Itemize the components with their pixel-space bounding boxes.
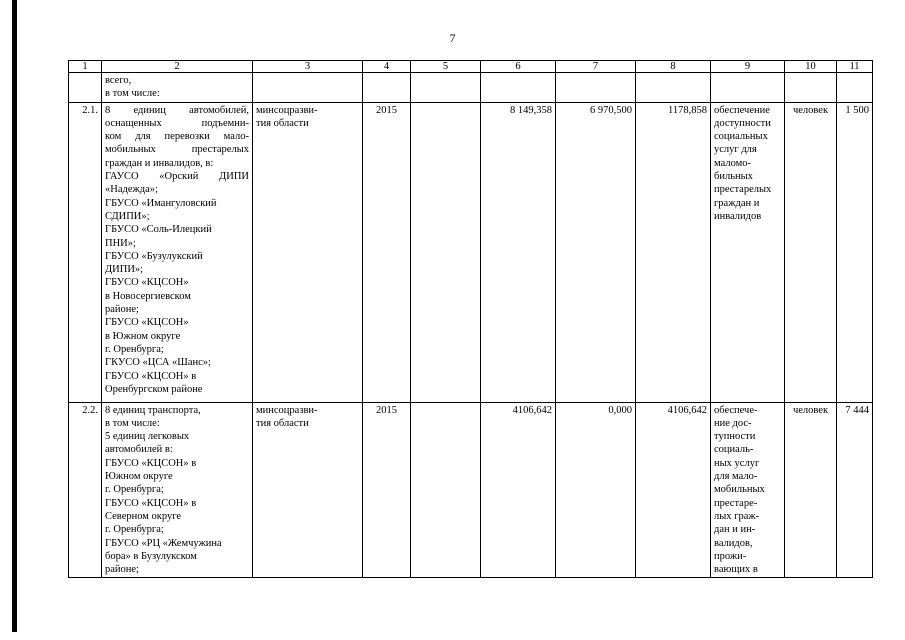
- item-description: [102, 102, 253, 402]
- executor: [253, 402, 363, 578]
- col5-cell: [411, 102, 481, 402]
- description-line: ГБУСО «КЦСОН»: [105, 277, 189, 289]
- goal-line: бильных: [714, 171, 753, 183]
- goal-line: дан и ин-: [714, 524, 756, 536]
- description-line: бора» в Бузулукском: [105, 550, 197, 562]
- description-line: Южном округе: [105, 471, 173, 483]
- unit-cell: человек: [785, 402, 837, 578]
- goal-line: тупности: [714, 431, 756, 443]
- column-header: 6: [481, 61, 556, 73]
- description-line: граждан и инвалидов, в:: [105, 157, 214, 169]
- description-line: в том числе:: [105, 88, 160, 100]
- year-cell: 2015: [363, 402, 411, 578]
- description-line: «Надежда»;: [105, 184, 158, 196]
- description-line: ГБУСО «КЦСОН» в: [105, 497, 197, 509]
- page-number: 7: [449, 31, 456, 45]
- executor: [253, 102, 363, 402]
- description-line: всего,: [105, 75, 132, 86]
- description-line: Оренбургском районе: [105, 383, 203, 395]
- column-header: 7: [556, 61, 636, 73]
- goal-indicator: [711, 102, 785, 402]
- executor-line: минсоцразви-: [256, 404, 318, 416]
- description-line: г. Оренбурга;: [105, 343, 164, 355]
- goal-line: инвалидов: [714, 210, 762, 222]
- description-line: ГБУСО «КЦСОН» в: [105, 457, 197, 469]
- goal-line: ние дос-: [714, 417, 752, 429]
- description-line: 8 единиц автомобилей,: [105, 104, 249, 116]
- table-row: [69, 102, 873, 402]
- goal-line: маломо-: [714, 157, 752, 169]
- description-line: мобильных престарелых: [105, 144, 249, 156]
- year-cell: 2015: [363, 102, 411, 402]
- value-cell: 7 444: [837, 402, 873, 578]
- description-line: СДИПИ»;: [105, 210, 150, 222]
- description-line: ГКУСО «ЦСА «Шанс»;: [105, 357, 211, 369]
- row-number: 2.1.: [69, 102, 102, 402]
- federal-cost-cell: 0,000: [556, 402, 636, 578]
- goal-line: прожи-: [714, 550, 747, 562]
- description-line: автомобилей в:: [105, 444, 173, 456]
- description-line: районе;: [105, 564, 139, 576]
- page-edge-shadow: [12, 0, 17, 632]
- column-header: 11: [837, 61, 873, 73]
- value-cell: 1 500: [837, 102, 873, 402]
- description-line: в Южном округе: [105, 330, 181, 342]
- goal-line: мобильных: [714, 484, 765, 496]
- description-line: ГБУСО «Имангуловский: [105, 197, 217, 209]
- description-line: ком для перевозки мало-: [105, 131, 249, 143]
- goal-line: социаль-: [714, 444, 754, 456]
- column-header: 2: [102, 61, 253, 73]
- total-cost-cell: 4106,642: [481, 402, 556, 578]
- continuation-description: [102, 73, 253, 103]
- unit-cell: человек: [785, 102, 837, 402]
- description-line: 8 единиц транспорта,: [105, 404, 201, 416]
- description-line: ГБУСО «КЦСОН»: [105, 317, 189, 329]
- goal-line: престаре-: [714, 497, 758, 509]
- description-line: оснащенных подъемни-: [105, 117, 249, 129]
- description-line: районе;: [105, 304, 139, 316]
- description-line: в том числе:: [105, 417, 160, 429]
- continuation-row: [69, 73, 873, 103]
- federal-cost-cell: 6 970,500: [556, 102, 636, 402]
- column-header: 4: [363, 61, 411, 73]
- col5-cell: [411, 402, 481, 578]
- description-line: ГАУСО «Орский ДИПИ: [105, 171, 249, 183]
- description-line: ДИПИ»;: [105, 264, 144, 276]
- goal-line: вающих в: [714, 564, 758, 576]
- column-header: 9: [711, 61, 785, 73]
- goal-line: валидов,: [714, 537, 753, 549]
- row-number: 2.2.: [69, 402, 102, 578]
- executor-line: тия области: [256, 417, 309, 429]
- regional-cost-cell: 4106,642: [636, 402, 711, 578]
- goal-line: ных услуг: [714, 457, 760, 469]
- goal-line: услуг для: [714, 144, 757, 156]
- column-header: 1: [69, 61, 102, 73]
- regional-cost-cell: 1178,858: [636, 102, 711, 402]
- description-line: г. Оренбурга;: [105, 524, 164, 536]
- description-line: ПНИ»;: [105, 237, 136, 249]
- table-row: [69, 402, 873, 578]
- goal-indicator: [711, 402, 785, 578]
- item-description: [102, 402, 253, 578]
- goal-line: для мало-: [714, 471, 758, 483]
- description-line: г. Оренбурга;: [105, 484, 164, 496]
- description-line: ГБУСО «Соль-Илецкий: [105, 224, 212, 236]
- goal-line: граждан и: [714, 197, 760, 209]
- column-header: 5: [411, 61, 481, 73]
- column-header: 10: [785, 61, 837, 73]
- program-table: [68, 60, 873, 578]
- description-line: ГБУСО «Бузулукский: [105, 250, 203, 262]
- goal-line: доступности: [714, 117, 771, 129]
- goal-line: обеспече-: [714, 404, 758, 416]
- goal-line: лых граж-: [714, 510, 760, 522]
- column-header: 8: [636, 61, 711, 73]
- description-line: ГБУСО «КЦСОН» в: [105, 370, 197, 382]
- goal-line: обеспечение: [714, 104, 770, 116]
- description-line: ГБУСО «РЦ «Жемчужина: [105, 537, 222, 549]
- goal-line: социальных: [714, 131, 768, 143]
- description-line: в Новосергиевском: [105, 290, 191, 302]
- total-cost-cell: 8 149,358: [481, 102, 556, 402]
- executor-line: тия области: [256, 117, 309, 129]
- executor-line: минсоцразви-: [256, 104, 318, 116]
- column-header: 3: [253, 61, 363, 73]
- description-line: 5 единиц легковых: [105, 431, 190, 443]
- goal-line: престарелых: [714, 184, 772, 196]
- column-number-row: [69, 61, 873, 73]
- description-line: Северном округе: [105, 510, 182, 522]
